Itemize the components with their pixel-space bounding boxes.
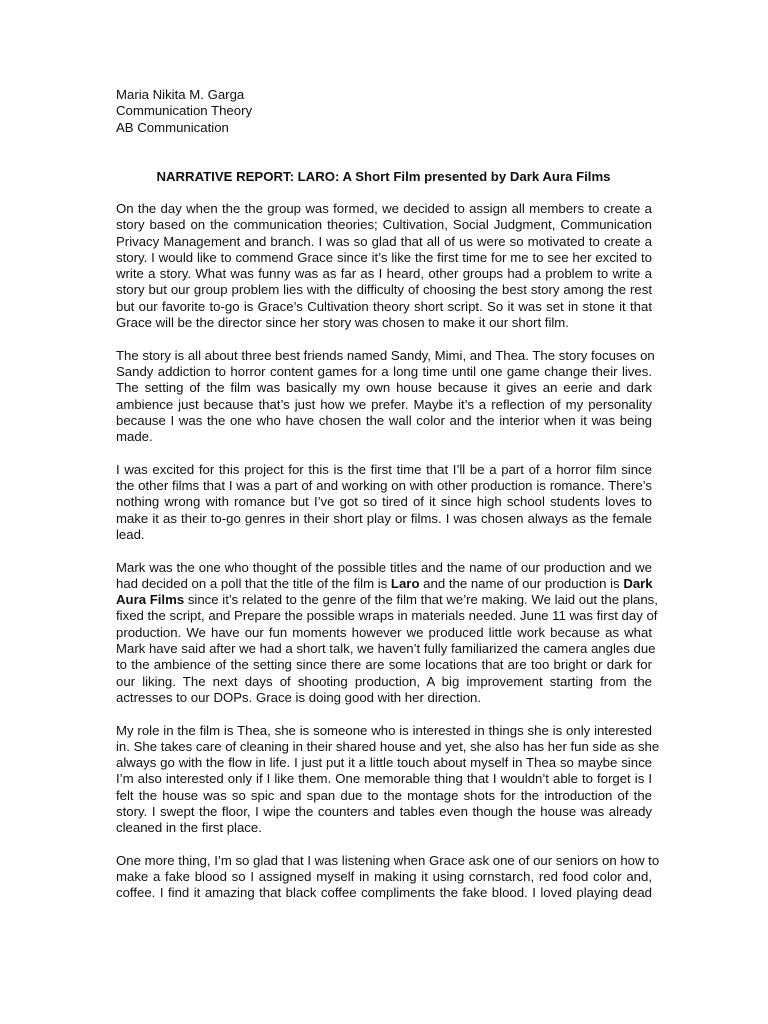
paragraph-line: story. I swept the floor, I wipe the counters and tables even though the house was already (116, 803, 652, 819)
report-title: NARRATIVE REPORT: LARO: A Short Film presented by Dark Aura Films (156, 169, 611, 184)
paragraph-line: to the ambience of the setting since there are some locations that are too bright or dark for (116, 657, 652, 673)
paragraph-line-with-bold (116, 592, 658, 608)
paragraph-line: make it as their to-go genres in their short play or films. I was chosen always as the female (116, 510, 652, 526)
report-body (116, 201, 660, 918)
paragraph-line: I was excited for this project for this is the first time that I’ll be a part of a horror film since (116, 461, 652, 477)
paragraph-line: story based on the communication theories; Cultivation, Social Judgment, Communication (116, 217, 652, 233)
paragraph-line: made. (116, 429, 153, 445)
paragraph-line: in. She takes care of cleaning in their shared house and yet, she also has her fun side as she (116, 738, 660, 754)
production-name-bold-part2: Aura Films (116, 592, 185, 608)
paragraph-line: Sandy addiction to horror content games for a long time until one game change their lives. (116, 363, 652, 379)
course-name: Communication Theory (116, 103, 253, 119)
paragraph-line: story. I would like to commend Grace since it’s like the first time for me to see her excited to (116, 249, 652, 265)
paragraph-line: Privacy Management and branch. I was so glad that all of us were so motivated to create a (116, 233, 652, 249)
paragraph-line: always go with the flow in life. I just put it a little touch about myself in Thea so maybe since (116, 755, 652, 771)
paragraph-line: write a story. What was funny was as far as I heard, other groups had a problem to write a (116, 266, 652, 282)
production-name-bold-part1: Dark (623, 575, 653, 591)
paragraph-line: My role in the film is Thea, she is someone who is interested in things she is only interested (116, 722, 652, 738)
paragraph-line: actresses to our DOPs. Grace is doing good with her direction. (116, 689, 482, 705)
paragraph-2 (116, 347, 655, 446)
paragraph-line: On the day when the the group was formed, we decided to assign all members to create a (116, 201, 652, 216)
text-run: had decided on a poll that the title of the film is (116, 575, 391, 591)
paragraph-3 (116, 462, 652, 543)
paragraph-line: because I was the one who have chosen the wall color and the interior when it was being (116, 412, 652, 428)
paragraph-line: our liking. The next days of shooting production, A big improvement starting from the (116, 673, 652, 689)
author-name: Maria Nikita M. Garga (116, 87, 245, 102)
paragraph-line-with-bold (116, 576, 652, 592)
author-block (116, 87, 252, 136)
paragraph-line: nothing wrong with romance but I’ve got so tired of it since high school students loves to (116, 494, 652, 510)
paragraph-line: Mark was the one who thought of the possible titles and the name of our production and we (116, 559, 652, 575)
text-run: since it’s related to the genre of the film that we’re making. We laid out the plans, (184, 592, 658, 608)
paragraph-5 (116, 722, 660, 837)
paragraph-line: fixed the script, and Prepare the possible wraps in materials needed. June 11 was first day of (116, 608, 658, 624)
paragraph-line: coffee. I find it amazing that black coffee compliments the fake blood. I loved playing dead (116, 885, 652, 901)
paragraph-4 (116, 559, 658, 707)
paragraph-line: One more thing, I’m so glad that I was listening when Grace ask one of our seniors on how to (116, 852, 660, 868)
paragraph-line: production. We have our fun moments however we produced little work because as what (116, 624, 652, 640)
paragraph-line: Grace will be the director since her story was chosen to make it our short film. (116, 315, 569, 331)
paragraph-line: The setting of the film was basically my own house because it gives an eerie and dark (116, 380, 652, 396)
paragraph-line: cleaned in the first place. (116, 820, 262, 836)
paragraph-line: felt the house was so spic and span due to the montage shots for the introduction of the (116, 787, 652, 803)
program-name: AB Communication (116, 119, 229, 135)
paragraph-line: The story is all about three best friends named Sandy, Mimi, and Thea. The story focuses on (116, 347, 655, 363)
paragraph-line: but our favorite to-go is Grace’s Cultivation theory short script. So it was set in stone it that (116, 298, 652, 314)
paragraph-line: lead. (116, 526, 145, 542)
paragraph-line: I’m also interested only if I like them. One memorable thing that I wouldn’t able to forget is I (116, 771, 652, 787)
paragraph-line: ambience just because that’s just how we prefer. Maybe it’s a reflection of my personality (116, 396, 652, 412)
paragraph-line: make a fake blood so I assigned myself in making it using cornstarch, red food color and, (116, 869, 652, 885)
paragraph-1 (116, 201, 652, 331)
paragraph-line: the other films that I was a part of and working on with other production is romance. There’s (116, 478, 652, 494)
paragraph-6 (116, 852, 660, 902)
paragraph-line: Mark have said after we had a short talk, we haven’t fully familiarized the camera angles due (116, 641, 656, 657)
text-run: and the name of our production is (419, 575, 624, 591)
film-title-bold: Laro (390, 575, 420, 591)
paragraph-line: story but our group problem lies with the difficulty of choosing the best story among the rest (116, 282, 652, 298)
